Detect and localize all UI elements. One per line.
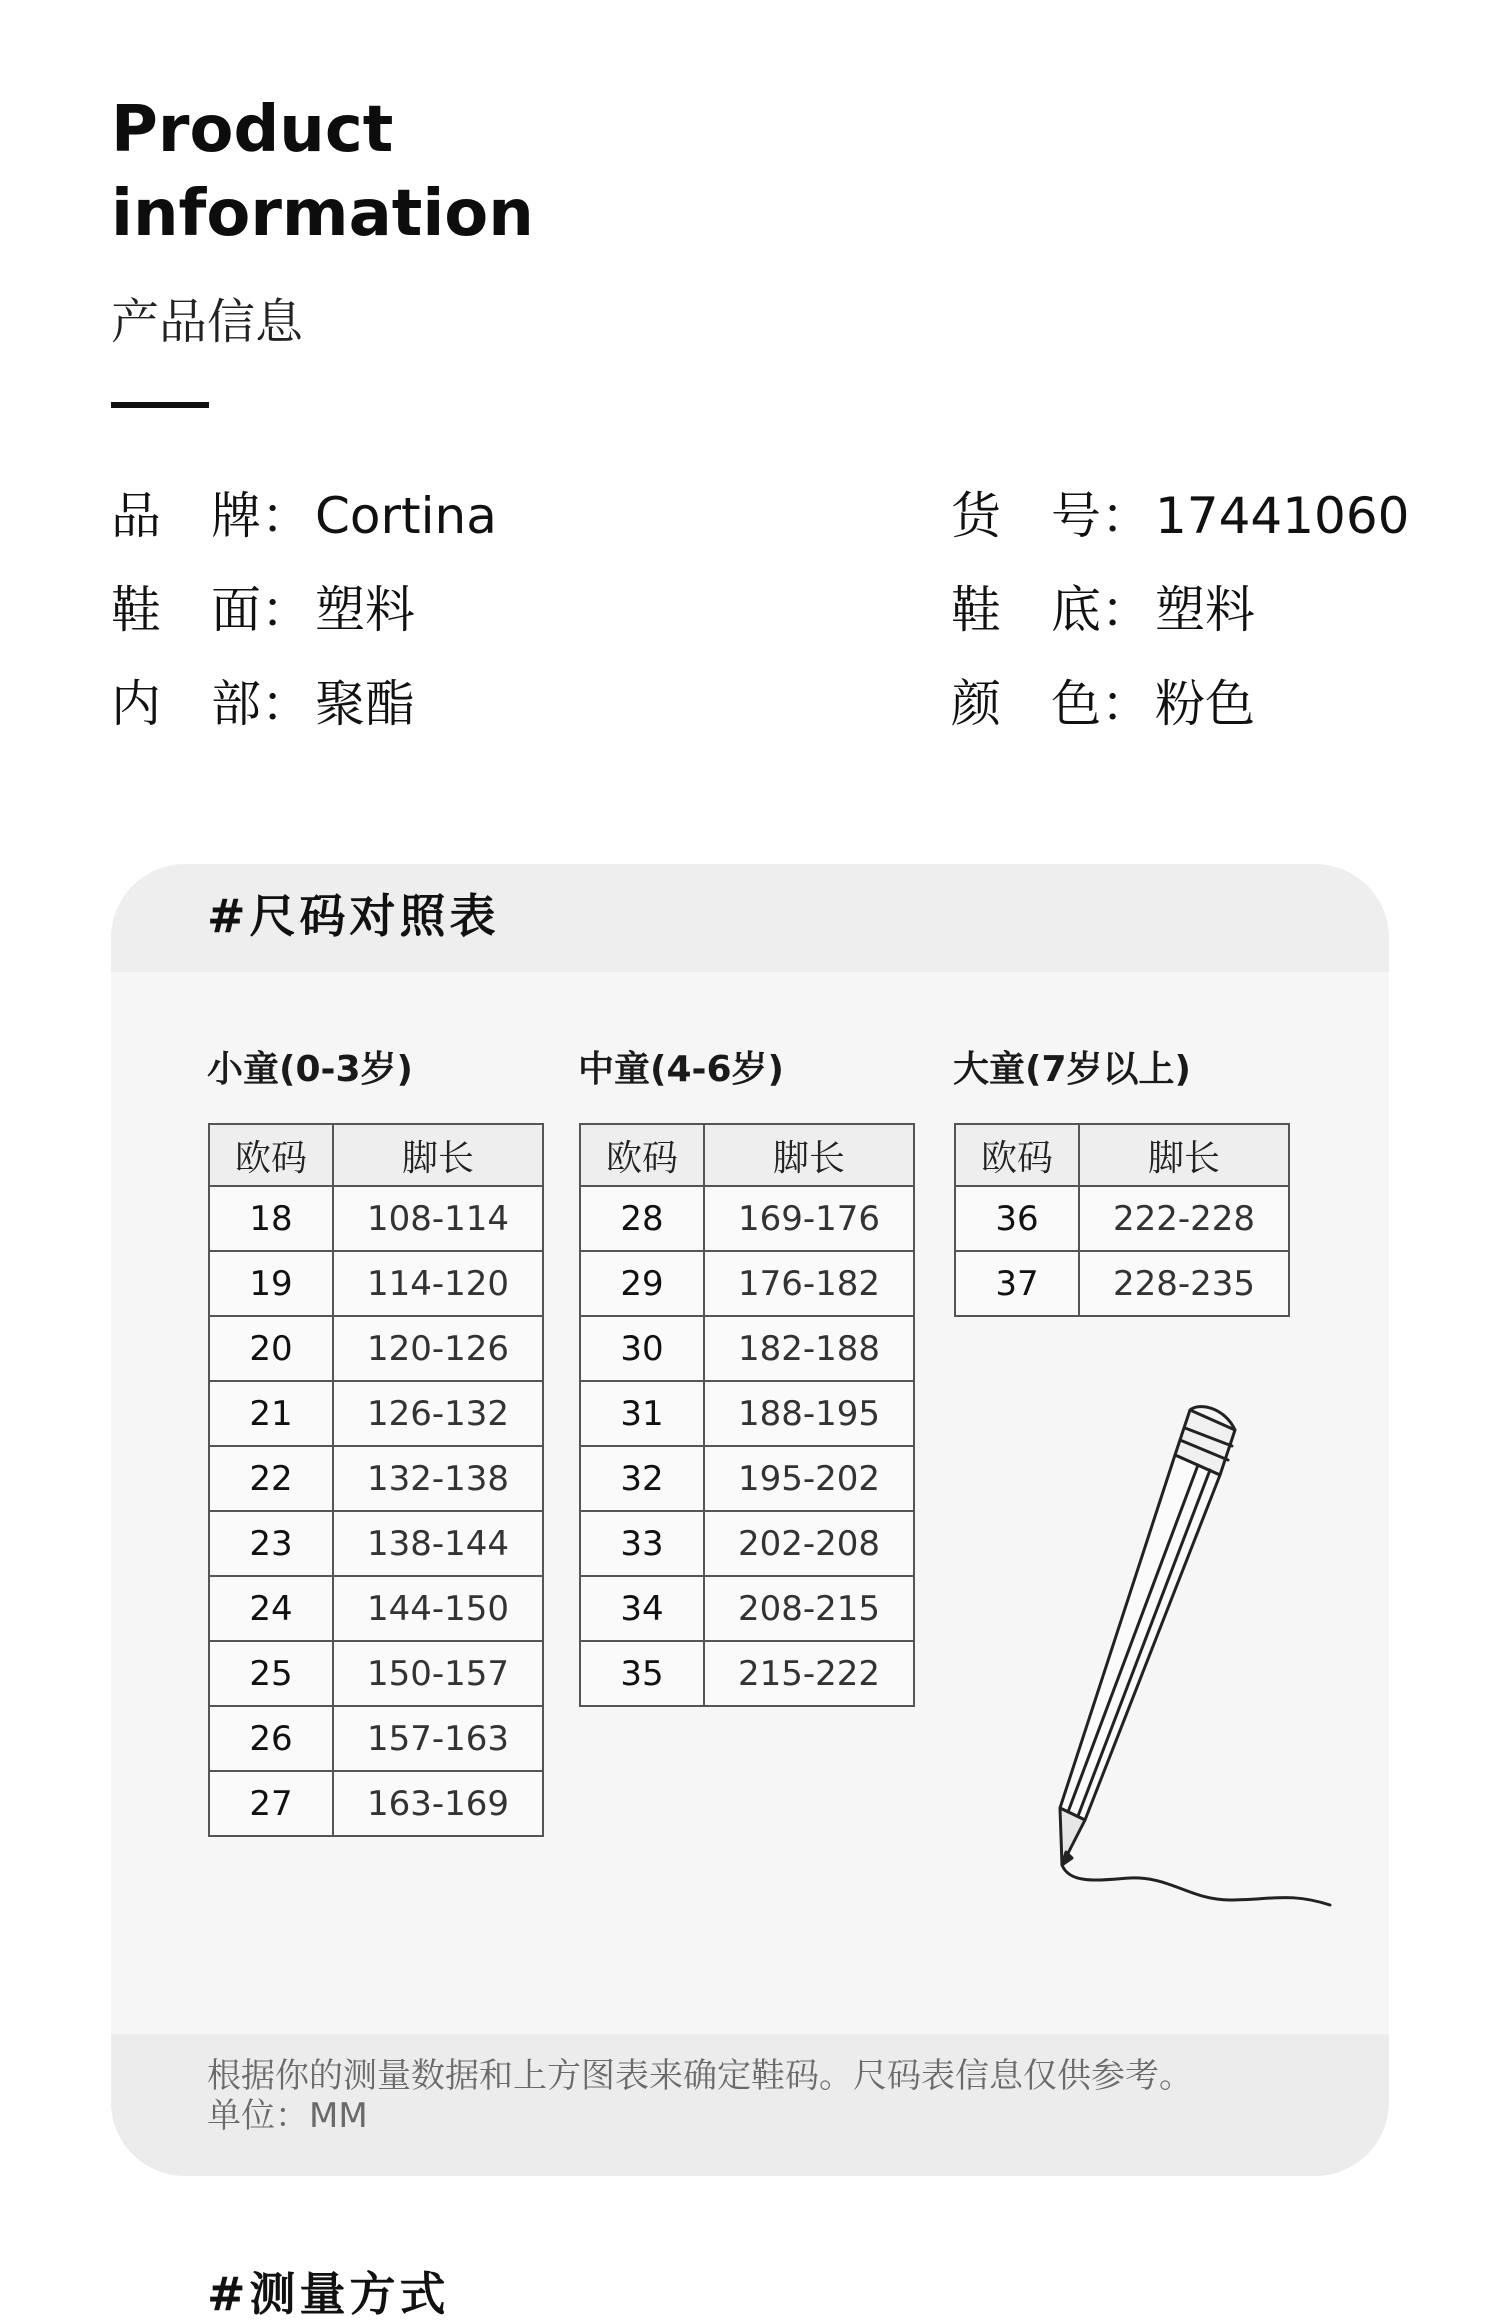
eu-size-cell: 36 (955, 1186, 1079, 1251)
foot-length-cell: 208-215 (704, 1576, 914, 1641)
eu-size-cell: 30 (580, 1316, 704, 1381)
table-row (580, 1511, 914, 1576)
eu-size-cell: 20 (209, 1316, 333, 1381)
eu-size-cell: 19 (209, 1251, 333, 1316)
column-header-eu: 欧码 (209, 1124, 333, 1186)
info-item-number (951, 484, 1410, 548)
column-header-foot-length: 脚长 (1079, 1124, 1289, 1186)
table-row (209, 1641, 543, 1706)
foot-length-cell: 195-202 (704, 1446, 914, 1511)
table-row (580, 1446, 914, 1511)
foot-length-cell: 163-169 (333, 1771, 543, 1836)
table-row (955, 1186, 1289, 1251)
eu-size-cell: 21 (209, 1381, 333, 1446)
eu-size-cell: 23 (209, 1511, 333, 1576)
table-row (209, 1576, 543, 1641)
size-table-body (209, 1186, 543, 1836)
eu-size-cell: 25 (209, 1641, 333, 1706)
size-table-body (955, 1186, 1289, 1316)
table-row (209, 1316, 543, 1381)
table-row (209, 1771, 543, 1836)
page-title (111, 88, 534, 256)
info-lining (111, 672, 415, 736)
eu-size-cell: 24 (209, 1576, 333, 1641)
group-title-child: 中童(4-6岁) (578, 1049, 784, 1090)
info-upper (111, 578, 415, 642)
table-row (580, 1641, 914, 1706)
eu-size-cell: 37 (955, 1251, 1079, 1316)
size-chart-note (207, 2056, 1327, 2136)
table-row (209, 1186, 543, 1251)
page-title-line-2: information (111, 177, 534, 251)
eu-size-cell: 31 (580, 1381, 704, 1446)
info-label: 颜 色： (951, 675, 1151, 733)
title-divider (111, 402, 209, 408)
table-row (209, 1706, 543, 1771)
size-chart-unit: 单位：MM (207, 2096, 368, 2136)
info-label: 货 号： (951, 487, 1151, 545)
column-header-foot-length: 脚长 (333, 1124, 543, 1186)
size-table-body (580, 1186, 914, 1706)
info-value: 塑料 (1155, 581, 1255, 639)
group-title-youth: 大童(7岁以上) (953, 1049, 1191, 1090)
info-color (951, 672, 1255, 736)
table-row (955, 1251, 1289, 1316)
table-row (580, 1381, 914, 1446)
foot-length-cell: 132-138 (333, 1446, 543, 1511)
foot-length-cell: 215-222 (704, 1641, 914, 1706)
pencil-icon (1040, 1380, 1340, 1920)
column-header-eu: 欧码 (580, 1124, 704, 1186)
eu-size-cell: 35 (580, 1641, 704, 1706)
foot-length-cell: 138-144 (333, 1511, 543, 1576)
table-row (209, 1446, 543, 1511)
info-label: 品 牌： (111, 487, 311, 545)
table-row (580, 1316, 914, 1381)
size-table-toddler (208, 1123, 544, 1837)
column-header-foot-length: 脚长 (704, 1124, 914, 1186)
table-row (580, 1186, 914, 1251)
table-row (580, 1251, 914, 1316)
info-label: 鞋 面： (111, 581, 311, 639)
foot-length-cell: 120-126 (333, 1316, 543, 1381)
foot-length-cell: 176-182 (704, 1251, 914, 1316)
info-value: 塑料 (315, 581, 415, 639)
page-title-line-1: Product (111, 93, 394, 167)
foot-length-cell: 202-208 (704, 1511, 914, 1576)
column-header-eu: 欧码 (955, 1124, 1079, 1186)
eu-size-cell: 27 (209, 1771, 333, 1836)
table-row (209, 1251, 543, 1316)
info-label: 鞋 底： (951, 581, 1151, 639)
size-table-child (579, 1123, 915, 1707)
group-title-toddler: 小童(0-3岁) (207, 1049, 413, 1090)
foot-length-cell: 114-120 (333, 1251, 543, 1316)
info-value: 17441060 (1155, 487, 1410, 545)
eu-size-cell: 29 (580, 1251, 704, 1316)
foot-length-cell: 126-132 (333, 1381, 543, 1446)
size-chart-title: #尺码对照表 (207, 889, 500, 943)
table-row (209, 1381, 543, 1446)
size-table-youth (954, 1123, 1290, 1317)
info-value: 聚酯 (315, 675, 415, 733)
info-value: Cortina (315, 487, 497, 545)
eu-size-cell: 26 (209, 1706, 333, 1771)
eu-size-cell: 18 (209, 1186, 333, 1251)
table-row (209, 1511, 543, 1576)
measure-section-title: #测量方式 (207, 2267, 450, 2321)
foot-length-cell: 108-114 (333, 1186, 543, 1251)
foot-length-cell: 182-188 (704, 1316, 914, 1381)
foot-length-cell: 188-195 (704, 1381, 914, 1446)
info-label: 内 部： (111, 675, 311, 733)
eu-size-cell: 34 (580, 1576, 704, 1641)
eu-size-cell: 22 (209, 1446, 333, 1511)
foot-length-cell: 144-150 (333, 1576, 543, 1641)
eu-size-cell: 28 (580, 1186, 704, 1251)
foot-length-cell: 150-157 (333, 1641, 543, 1706)
info-value: 粉色 (1155, 675, 1255, 733)
size-chart-note-line: 根据你的测量数据和上方图表来确定鞋码。尺码表信息仅供参考。 (207, 2056, 1193, 2096)
foot-length-cell: 157-163 (333, 1706, 543, 1771)
foot-length-cell: 228-235 (1079, 1251, 1289, 1316)
eu-size-cell: 32 (580, 1446, 704, 1511)
table-row (580, 1576, 914, 1641)
info-brand (111, 484, 497, 548)
page-subtitle: 产品信息 (111, 294, 304, 350)
foot-length-cell: 169-176 (704, 1186, 914, 1251)
info-sole (951, 578, 1255, 642)
foot-length-cell: 222-228 (1079, 1186, 1289, 1251)
eu-size-cell: 33 (580, 1511, 704, 1576)
